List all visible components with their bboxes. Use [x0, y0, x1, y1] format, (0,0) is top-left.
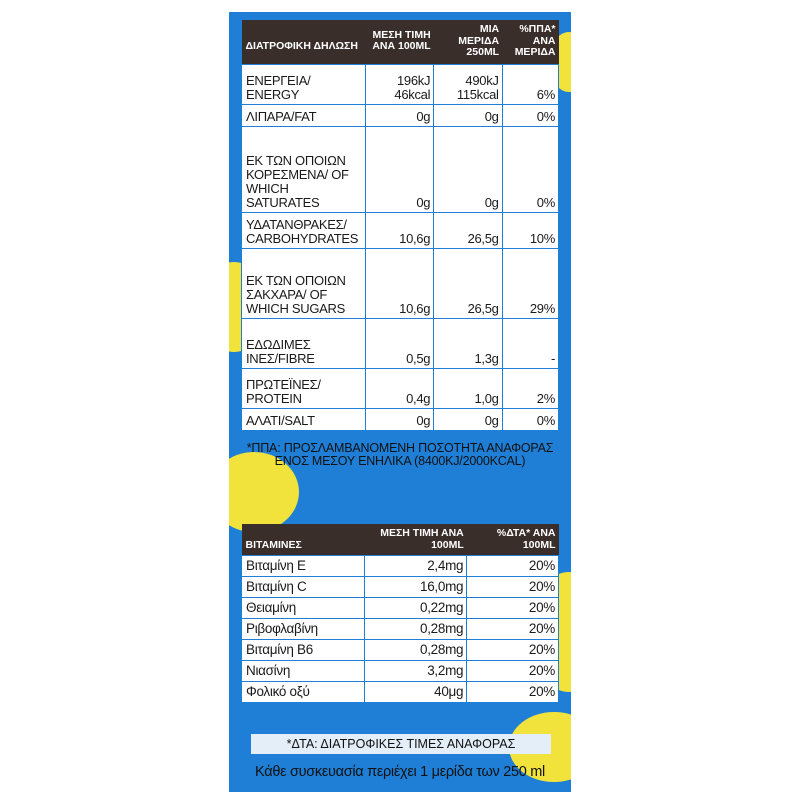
per-100ml-value: 0g: [365, 104, 433, 126]
nutrition-row: [242, 64, 559, 104]
vitamin-value: 16,0mg: [365, 577, 467, 598]
nutrition-row: [242, 212, 559, 248]
nutrition-row: [242, 126, 559, 212]
header-label: ΔΙΑΤΡΟΦΙΚΗ ΔΗΛΩΣΗ: [242, 20, 366, 64]
per-serving-value: 1,3g: [434, 318, 502, 368]
header-vitamins: ΒΙΤΑΜΙΝΕΣ: [242, 524, 365, 556]
vitamin-value: 2,4mg: [365, 556, 467, 577]
vitamin-nrv-percent: 20%: [467, 598, 559, 619]
per-serving-value: 26,5g: [434, 248, 502, 318]
ri-percent-value: 10%: [502, 212, 558, 248]
nutrient-name: ΑΛΑΤΙ/SALT: [242, 408, 366, 430]
vitamin-row: [242, 640, 559, 661]
nutrient-name: ΠΡΩΤΕΪΝΕΣ/ PROTEIN: [242, 368, 366, 408]
ri-percent-value: 0%: [502, 104, 558, 126]
nutrient-name: ΕΚ ΤΩΝ ΟΠΟΙΩΝ ΚΟΡΕΣΜΕΝΑ/ OF WHICH SATURATES: [242, 126, 366, 212]
per-serving-value: 0g: [434, 104, 502, 126]
vitamin-name: Φολικό οξύ: [242, 682, 365, 703]
vitamin-nrv-percent: 20%: [467, 577, 559, 598]
package-note: Κάθε συσκευασία περιέχει 1 μερίδα των 250 ml: [255, 764, 545, 780]
nutrient-name: ΕΚ ΤΩΝ ΟΠΟΙΩΝ ΣΑΚΧΑΡΑ/ OF WHICH SUGARS: [242, 248, 366, 318]
nutrient-name: ΕΝΕΡΓΕΙΑ/ ENERGY: [242, 64, 366, 104]
nutrient-name: ΛΙΠΑΡΑ/FAT: [242, 104, 366, 126]
vitamin-value: 0,22mg: [365, 598, 467, 619]
vitamin-nrv-percent: 20%: [467, 661, 559, 682]
nutrition-table: [241, 20, 559, 431]
nutrition-label-panel: [229, 12, 571, 792]
vitamin-row: [242, 682, 559, 703]
nutrition-row: [242, 318, 559, 368]
per-100ml-value: 0g: [365, 126, 433, 212]
nutrient-name: ΕΔΩΔΙΜΕΣ ΙΝΕΣ/FIBRE: [242, 318, 366, 368]
nutrition-row: [242, 104, 559, 126]
per-100ml-value: 10,6g: [365, 212, 433, 248]
header-per-100ml: ΜΕΣΗ ΤΙΜΗ ΑΝΑ 100ML: [365, 20, 433, 64]
per-100ml-value: 10,6g: [365, 248, 433, 318]
per-serving-value: 0g: [434, 408, 502, 430]
header-nrv-percent: %ΔΤΑ* ΑΝΑ 100ML: [467, 524, 559, 556]
per-100ml-value: 0,4g: [365, 368, 433, 408]
ri-percent-value: -: [502, 318, 558, 368]
nutrition-row: [242, 368, 559, 408]
vitamin-name: Βιταμίνη E: [242, 556, 365, 577]
ri-percent-value: 0%: [502, 408, 558, 430]
per-serving-value: 490kJ 115kcal: [434, 64, 502, 104]
per-serving-value: 0g: [434, 126, 502, 212]
vitamin-nrv-percent: 20%: [467, 682, 559, 703]
vitamin-value: 3,2mg: [365, 661, 467, 682]
vitamin-row: [242, 556, 559, 577]
per-100ml-value: 196kJ 46kcal: [365, 64, 433, 104]
ri-percent-value: 0%: [502, 126, 558, 212]
nrv-footnote: *ΔΤΑ: ΔΙΑΤΡΟΦΙΚΕΣ ΤΙΜΕΣ ΑΝΑΦΟΡΑΣ: [251, 734, 551, 754]
ri-percent-value: 6%: [502, 64, 558, 104]
header-per-100ml: ΜΕΣΗ ΤΙΜΗ ΑΝΑ 100ML: [365, 524, 467, 556]
per-serving-value: 1,0g: [434, 368, 502, 408]
vitamin-value: 0,28mg: [365, 619, 467, 640]
vitamin-row: [242, 598, 559, 619]
nutrition-row: [242, 248, 559, 318]
header-per-serving: ΜΙΑ ΜΕΡΙΔΑ 250ML: [434, 20, 502, 64]
vitamin-name: Βιταμίνη C: [242, 577, 365, 598]
vitamin-nrv-percent: 20%: [467, 556, 559, 577]
vitamin-name: Ριβοφλαβίνη: [242, 619, 365, 640]
ri-percent-value: 2%: [502, 368, 558, 408]
nutrition-table-header: [242, 20, 559, 64]
per-serving-value: 26,5g: [434, 212, 502, 248]
nutrition-row: [242, 408, 559, 430]
vitamin-row: [242, 619, 559, 640]
vitamins-table: [241, 524, 559, 703]
vitamin-row: [242, 577, 559, 598]
vitamin-nrv-percent: 20%: [467, 640, 559, 661]
per-100ml-value: 0,5g: [365, 318, 433, 368]
vitamin-value: 0,28mg: [365, 640, 467, 661]
vitamin-name: Νιασίνη: [242, 661, 365, 682]
header-ri-percent: %ΠΠΑ* ΑΝΑ ΜΕΡΙΔΑ: [502, 20, 558, 64]
vitamin-nrv-percent: 20%: [467, 619, 559, 640]
nutrient-name: ΥΔΑΤΑΝΘΡΑΚΕΣ/ CARBOHYDRATES: [242, 212, 366, 248]
vitamin-value: 40μg: [365, 682, 467, 703]
per-100ml-value: 0g: [365, 408, 433, 430]
vitamin-name: Θειαμίνη: [242, 598, 365, 619]
ri-footnote: *ΠΠΑ: ΠΡΟΣΛΑΜΒΑΝΟΜΕΝΗ ΠΟΣΟΤΗΤΑ ΑΝΑΦΟΡΑΣ ΕΝΟΣ ΜΕΣΟΥ ΕΝΗΛΙΚΑ (8400KJ/2000KCAL): [246, 441, 554, 468]
vitamin-row: [242, 661, 559, 682]
vitamins-table-header: [242, 524, 559, 556]
ri-percent-value: 29%: [502, 248, 558, 318]
vitamin-name: Βιταμίνη B6: [242, 640, 365, 661]
